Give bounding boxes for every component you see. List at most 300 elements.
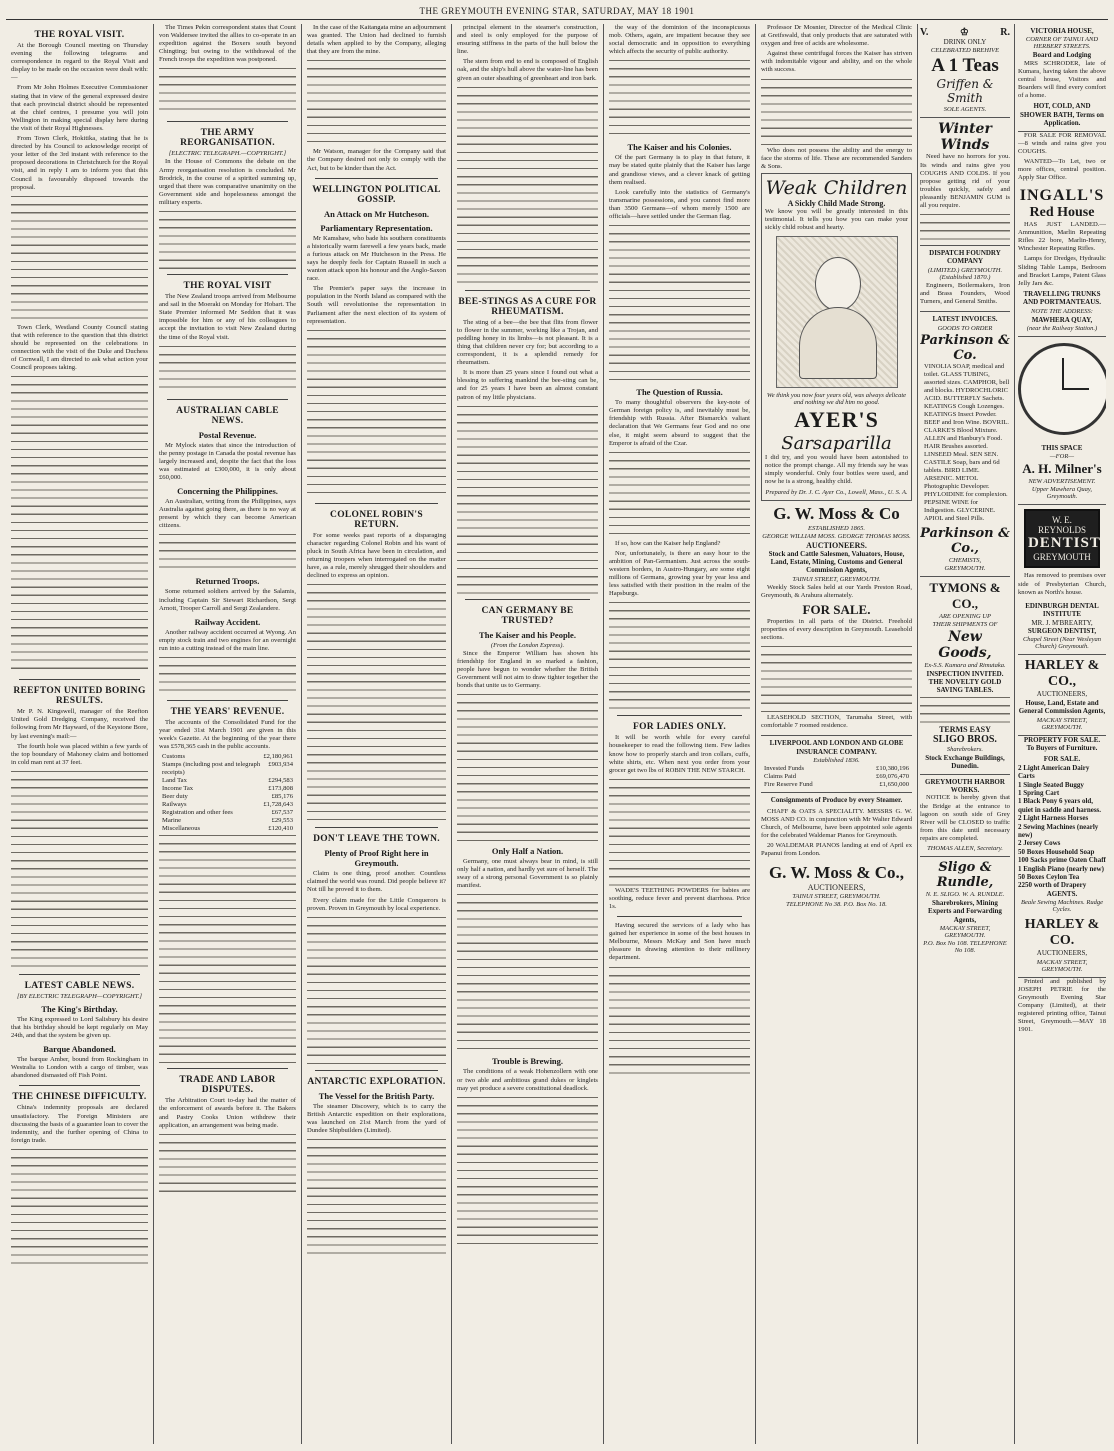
chemists: CHEMISTS,	[948, 556, 982, 564]
latest-invoices: LATEST INVOICES.	[932, 315, 998, 324]
po-box: P.O. Box No 108. TELEPHONE No 108.	[923, 940, 1007, 955]
terms-easy: TERMS EASY	[939, 724, 991, 734]
sale-item: 1 Spring Cart	[1017, 789, 1060, 797]
ad-text: Weekly Stock Sales held at our Yards Preston Road, Greymouth, & Arahura alternately.	[761, 583, 912, 599]
sale-item: 2 Jersey Cows	[1017, 839, 1061, 848]
headline-years-revenue: THE YEARS' REVENUE.	[170, 707, 285, 717]
sole-agents: SOLE AGENTS.	[943, 106, 987, 114]
child-illustration	[776, 236, 898, 388]
subhead: The Kaiser and his Colonies.	[627, 142, 732, 153]
column-7	[918, 24, 1108, 1444]
article-paragraph: In the case of the Kaitangata mine an adjournment was granted. The Union had declined to furnish details when applied to by the Company, alleging that they are from the mine.	[307, 24, 446, 56]
ad-text: NOTICE is hereby given that the Bridge at the entrance to lagoon on south side of Grey River will be CLOSED to traffic from this date until necessary repairs are completed.	[920, 794, 1010, 842]
dentist-advertisement	[1024, 509, 1100, 568]
ledger-row	[159, 753, 296, 761]
divider	[167, 399, 288, 400]
divider	[465, 599, 590, 600]
headline-bee-stings: BEE-STINGS AS A CURE FOR RHEUMATISM.	[458, 296, 597, 317]
text-filler	[159, 833, 296, 1063]
article-paragraph: Mr Mylock states that since the introduction of the penny postage in Canada the postal revenue has largely increased and, despite the fact that the loss was estimated at £300,000, it is only about £60,000.	[159, 441, 296, 481]
text-filler	[11, 769, 148, 969]
ad-text: We know you will be greatly interested in this testimonial. It tells you how you can make your sickly child robust and hearty.	[765, 207, 908, 232]
harley-name: HARLEY & CO.,	[1024, 658, 1100, 690]
harbor-works-notice	[920, 775, 1010, 857]
harley-address: MACKAY STREET, GREYMOUTH.	[1036, 716, 1088, 731]
board-lodging: Board and Lodging	[1032, 51, 1092, 60]
divider	[19, 974, 140, 975]
divider	[315, 503, 438, 504]
subhead: Railway Accident.	[194, 616, 261, 627]
insurance-amount: £10,380,196	[876, 765, 909, 773]
consignments-heading: Consignments of Produce by every Steamer.	[770, 796, 903, 805]
dispatch-foundry-advertisement	[920, 246, 1010, 312]
sligo-rundle-sub: N. E. SLIGO. W. A. RUNDLE.	[925, 890, 1005, 898]
mcbrearty: MR. J. M'BREARTY,	[1031, 618, 1093, 627]
text-filler	[307, 915, 446, 1065]
sale-item: 1 Single Seated Buggy	[1017, 780, 1084, 789]
ad-text: Engineers, Boilermakers, Iron and Brass Founders, Wood Turners, and General Smiths.	[920, 281, 1010, 306]
buyers-furniture: To Buyers of Furniture.	[1026, 743, 1098, 752]
text-filler	[457, 404, 598, 594]
novelty-tables: THE NOVELTY GOLD SAVING TABLES.	[928, 677, 1002, 695]
article-paragraph: The sting of a bee—the bee that flits from flower to flower in the summer, working like a Trojan, and peddling honey in its limbs—is not pleasant. It is a thing that children never cry for; but according to a correspondent, it is a splendid remedy for rheumatism.	[457, 318, 598, 367]
text-filler	[457, 85, 598, 285]
dentist-town: GREYMOUTH	[1033, 552, 1091, 563]
text-filler	[920, 212, 1010, 242]
article-paragraph: The King expressed to Lord Salisbury his desire that his birthday should be kept regularly on May 24th, and that the system be given up.	[11, 1015, 148, 1040]
tymons-advertisement	[920, 577, 1010, 775]
ledger-item: Railways	[162, 801, 187, 809]
ledger-item: Registration and other fees	[162, 809, 233, 817]
sale-item: 2 Light American Dairy Carts	[1017, 763, 1090, 781]
columns	[6, 24, 1108, 1444]
text-filler	[457, 692, 598, 842]
ledger-row	[159, 809, 296, 817]
ad-text: Has removed to premises over side of Presbyterian Church, known as North's house.	[1017, 572, 1106, 596]
article-paragraph: An Australian, writing from the Philippines, says Australia against going there, as there is no way at present by which they can become American citizens.	[159, 498, 296, 530]
for-sale-heading-2: FOR SALE.	[1043, 755, 1081, 764]
insurance-item: Fire Reserve Fund	[764, 781, 813, 789]
column-4	[452, 24, 604, 1444]
ledger-item: Beer duty	[162, 793, 188, 801]
text-filler	[761, 644, 912, 714]
agents-text: Beale Sewing Machines. Rudge Cycles.	[1021, 899, 1103, 914]
insurance-advertisement	[761, 736, 912, 793]
moss-address-2: TAINUI STREET, GREYMOUTH.	[792, 893, 881, 901]
article-paragraph: It will be worth while for every careful housekeeper to read the following item. Few ladies know how to properly starch and iron collars, cuffs, white shirts, etc. When next you order from your grocer get two lbs of ROBIN THE NEW STARCH.	[609, 734, 750, 774]
article-paragraph: Look carefully into the statistics of Germany's transmarine possessions, and you cannot find more than 3500 Germans—of whom merely 1500 are officials—have settled under the German flag.	[609, 188, 750, 221]
article-paragraph: The barque Amber, bound from Rockingham in Westralia to London with a cargo of timber, was abandoned dismasted off Fish Point.	[11, 1056, 148, 1080]
insurance-figures	[761, 765, 912, 789]
ledger-item: Marine	[162, 817, 182, 825]
milner-for: —FOR—	[1049, 453, 1075, 461]
article-paragraph: Town Clerk, Westland County Council stating that with reference to the question that this district should be represented on the celebrations in connection with the visit of the Duke and Duchess of Cornwall, I am directed to ask what action your Council proposes taking.	[11, 323, 148, 372]
goods-to-order: GOODS TO ORDER	[937, 324, 993, 332]
text-filler	[307, 582, 446, 822]
subhead: Postal Revenue.	[198, 429, 257, 440]
inspection-invited: INSPECTION INVITED.	[926, 669, 1004, 678]
divider	[315, 827, 438, 828]
ads-right	[1014, 24, 1106, 1444]
text-filler	[609, 58, 750, 138]
harley-name-2: HARLEY & CO.	[1024, 917, 1100, 949]
ad-text: Properties in all parts of the District. Freehold properties of every description in Greymouth. Leasehold sections.	[761, 617, 912, 642]
invoice-list: VINOLIA SOAP, medical and toilet. GLASS TUBING, assorted sizes. CAMPHOR, bell and blocks. HYDROCHLORIC ACID. BUTTERFLY Sachets. KEATINGS Cough Lozenges. KEATINGS Insect Powder. BEEF and Iron Wine. BOVRIL. CLARKE'S Blood Mixture. ALLEN and Hanbury's Food. HAIR Brushes assorted. LINSEED Meal. SEN SEN. CASTILE Soap, bars and 6d tablets. BIRD LIME. ARSENIC. METOL Photographic Developer. PHYLOIDINE for complexion. PEPSINE WINE for Indigestion. GLYCERINE. APIOL and Steel Pills.	[924, 362, 1010, 522]
ledger-item: Land Tax	[162, 777, 187, 785]
headline-germany-trusted: CAN GERMANY BE TRUSTED?	[481, 605, 574, 626]
headline-colonel-robin: COLONEL ROBIN'S RETURN.	[330, 509, 423, 530]
ledger-item: Miscellaneous	[162, 825, 201, 833]
subhead: Only Half a Nation.	[491, 846, 564, 857]
ads-left	[920, 24, 1010, 1444]
subhead: Trouble is Brewing.	[491, 1056, 564, 1067]
travelling-trunks: TRAVELLING TRUNKS AND PORTMANTEAUS.	[1023, 289, 1101, 307]
article-paragraph: At the Borough Council meeting on Thursday evening the following telegrams and correspondence in regard to the Royal Visit and display to be made on the occasion were dealt with:—	[11, 42, 148, 82]
ad-text: LEASEHOLD SECTION, Tarumaha Street, with comfortable 7 roomed residence.	[761, 714, 912, 730]
byline: [BY ELECTRIC TELEGRAPH—COPYRIGHT.]	[16, 992, 143, 1000]
ledger-row	[159, 817, 296, 825]
column-1	[6, 24, 154, 1444]
ledger-item: Customs	[162, 753, 186, 761]
subhead: The King's Birthday.	[41, 1003, 118, 1014]
sharebrokers: Sharebrokers, Mining Experts and Forwarding Agents,	[928, 898, 1002, 924]
child-face	[815, 257, 861, 311]
column-2	[154, 24, 302, 1444]
mawhera-sub: (near the Railway Station.)	[1026, 325, 1098, 333]
article-paragraph: Professor Dr Mosnier, Director of the Medical Clinic at Greifswald, that only products that are saturated with oxygen and free of acids are wholesome.	[761, 24, 912, 48]
ad-text: WANTED—To Let, two or more offices, central position. Apply Star Office.	[1017, 157, 1106, 181]
milner-name: A. H. Milner's	[1022, 461, 1102, 477]
for-sale-heading: FOR SALE.	[802, 601, 871, 617]
moss-auctioneers: AUCTIONEERS.	[806, 540, 867, 550]
moss-address: TAINUI STREET, GREYMOUTH.	[792, 575, 881, 583]
surgeon-address: Chapel Street (Near Wesleyan Church) Greymouth.	[1022, 636, 1101, 651]
column-6	[756, 24, 918, 1444]
harley-auctioneers-2: AUCTIONEERS,	[1036, 949, 1088, 958]
parkinson-advertisement	[920, 312, 1010, 576]
article-paragraph: For some weeks past reports of a disparaging character regarding Colonel Robin and his want of pluck in South Africa have been in circulation, and returning troopers when interrogated on the matter have, as a rule, merely shrugged their shoulders and declined to express an opinion.	[307, 531, 446, 580]
ayers-brand: AYER'S	[794, 407, 879, 433]
text-filler	[920, 695, 1010, 725]
ledger-row	[159, 801, 296, 809]
article-paragraph: The accounts of the Consolidated Fund for the year ended 31st March 1901 are given in this week's Gazette. At the beginning of the year there was £578,365 cash in the public accounts.	[159, 719, 296, 751]
article-paragraph: Claim is one thing, proof another. Countless claimed the world was round. Did people believe it? Not till he proved it to them.	[307, 870, 446, 894]
sale-item: 100 Sacks prime Oaten Chaff	[1017, 856, 1106, 865]
harley-address-2: MACKAY STREET, GREYMOUTH.	[1036, 958, 1088, 973]
moss-auctioneers-2: AUCTIONEERS,	[807, 883, 866, 893]
tymons-ex: Ex-S.S. Kumara and Rimutaka.	[924, 661, 1006, 669]
ledger-item: Income Tax	[162, 785, 194, 793]
text-filler	[609, 777, 750, 887]
article-paragraph: It is more than 25 years since I found out what a blessing to suffering mankind the bee-sting can be, and for 25 years I have been an almost constant patron of my little physicians.	[457, 369, 598, 401]
dentist-title: DENTIST	[1027, 535, 1101, 552]
divider	[19, 679, 140, 680]
text-filler	[761, 77, 912, 147]
headline-australian-cable: AUSTRALIAN CABLE NEWS.	[176, 405, 279, 426]
headline-antarctic: ANTARCTIC EXPLORATION.	[307, 1076, 446, 1087]
red-house: Red House	[1029, 205, 1095, 221]
headline-wellington-gossip: WELLINGTON POLITICAL GOSSIP.	[312, 184, 441, 205]
winter-winds-advertisement	[920, 118, 1010, 246]
article-paragraph: To many thoughtful observers the key-note of German foreign policy is, and inevitably must be, friendship with Russia. After Bismarck's valiant declaration that We Germans fear God and no one else, it might seem absurd to suggest that the Emperor is afraid of the Czar.	[609, 399, 750, 447]
sale-item: 1 English Piano (nearly new)	[1017, 864, 1104, 873]
parkinson-name: Parkinson & Co.	[920, 332, 1010, 363]
vr-letter-r: R.	[1000, 27, 1010, 38]
text-filler	[159, 209, 296, 269]
ad-text: FOR SALE FOR REMOVAL—8 winds and rains give you COUGHS.	[1017, 131, 1106, 155]
edinburgh-dental-advertisement	[1018, 599, 1106, 656]
subhead: Barque Abandoned.	[43, 1044, 116, 1055]
drink-only: DRINK ONLY	[943, 38, 987, 46]
clock-icon	[1018, 343, 1106, 435]
divider	[617, 916, 742, 917]
crown-icon: ♔	[959, 27, 969, 38]
ledger-amount: £173,808	[268, 785, 293, 793]
column-5	[604, 24, 756, 1444]
address-note: NOTE THE ADDRESS:	[1030, 307, 1093, 315]
ad-text: Lamps for Dredges, Hydraulic Sliding Table Lamps, Bedroom and Bracket Lamps, Patent Glass Jelly Jars &c.	[1017, 255, 1106, 287]
divider	[167, 121, 288, 122]
article-paragraph: Germany, one must always bear in mind, is still only half a nation, and hardly yet sure of herself. The sway of a strong personal Government is so plainly manifest.	[457, 858, 598, 890]
victoria-house: VICTORIA HOUSE,	[1030, 27, 1094, 35]
divider	[465, 290, 590, 291]
sale-item: 1 Black Pony 6 years old, quiet in saddle and harness.	[1017, 797, 1102, 814]
sligo-rundle-advertisement	[920, 857, 1010, 958]
subhead: The Kaiser and his People.	[479, 629, 576, 640]
text-filler	[609, 223, 750, 383]
parkinson-name-2: Parkinson & Co.,	[920, 525, 1010, 556]
article-paragraph: The fourth hole was placed within a few yards of the top boundary of Mahoney claim and bottomed in cold man rent at 37 feet.	[11, 742, 148, 766]
article-paragraph: Since the Emperor William has shown his friendship for England in so marked a fashion, people have begun to wonder whether the British Government will not aim to draw tighter together the bonds that unite us to Germany.	[457, 649, 598, 689]
text-filler	[159, 1132, 296, 1192]
greymouth: GREYMOUTH.	[944, 564, 986, 572]
text-filler	[159, 655, 296, 695]
ingalls-advertisement	[1018, 184, 1106, 337]
subhead: Concerning the Philippines.	[177, 486, 278, 497]
dentist-name: W. E. REYNOLDS	[1037, 515, 1086, 536]
ad-text: CHAFF & OATS A SPECIALITY. MESSRS G. W. MOSS AND CO. in conjunction with Mr Walter Edward Church, of Melbourne, have been appointed sole agents for the celebrated Waldemar Pianos for Greymouth.	[761, 807, 912, 839]
byline: (From the London Express).	[490, 641, 565, 649]
subhead: Parliamentary Representation.	[320, 222, 433, 233]
byline: [ELECTRIC TELEGRAPH.—COPYRIGHT.]	[168, 150, 287, 158]
headline-chinese-difficulty: THE CHINESE DIFFICULTY.	[12, 1092, 147, 1103]
teas-advertisement	[920, 24, 1010, 118]
mackay-street: MACKAY STREET, GREYMOUTH.	[939, 925, 991, 940]
divider	[315, 178, 438, 179]
text-filler	[159, 344, 296, 394]
ledger-amount: £294,583	[268, 777, 293, 785]
tymons-name: TYMONS & CO.,	[929, 579, 1001, 611]
ledger-amount: £85,176	[271, 793, 293, 801]
article-paragraph: The conditions of a weak Hohenzollern with one or two able and ambitious grand dukes or kinglets may yet produce a severe constitutional deadlock.	[457, 1068, 598, 1092]
ledger-row	[159, 777, 296, 785]
insurance-heading: LIVERPOOL AND LONDON AND GLOBE INSURANCE COMPANY.	[769, 739, 904, 756]
text-filler	[11, 194, 148, 324]
headline-for-ladies: FOR LADIES ONLY.	[632, 722, 727, 733]
vr-letter-v: V.	[920, 27, 929, 38]
ad-text: MRS SCHRODER, late of Kumara, having taken the above central house, Visitors and Boarders will find every comfort of a home.	[1017, 59, 1106, 100]
headline-trade-labor: TRADE AND LABOR DISPUTES.	[179, 1075, 276, 1096]
revenue-ledger	[159, 753, 296, 833]
sale-item: 50 Boxes Household Soap	[1017, 847, 1095, 856]
insurance-row	[761, 765, 912, 773]
article-paragraph: The Arbitration Court to-day had the matter of the enforcement of awards before it. The Bakers and Pastry Cooks Union withdrew their application, an arrangement was being made.	[159, 1097, 296, 1129]
article-paragraph: The stern from end to end is composed of English oak, and the ship's hull above the water-line has been given an outer sheathing of greenheart and iron bark.	[457, 58, 598, 82]
article-paragraph: Mr P. N. Kingswell, manager of the Reefton United Gold Dredging Company, received the following from Mr Hayward, of the Keystone Bore, by last evening's mail:—	[11, 708, 148, 740]
this-space: THIS SPACE	[1041, 444, 1083, 453]
article-paragraph: In the House of Commons the debate on the Army reorganisation resolution is concluded. Mr Brodrick, in the course of a spirited summing up, urged that there was comparative unanimity on the Government side and hopelessness amongst the military experts.	[159, 158, 296, 206]
headline-latest-cable: LATEST CABLE NEWS.	[24, 980, 135, 991]
vr-monogram	[920, 27, 1010, 38]
ledger-amount: £903,934	[268, 761, 293, 769]
moss-partners: GEORGE WILLIAM MOSS. GEORGE THOMAS MOSS.	[762, 532, 911, 540]
sligo-exchange: Stock Exchange Buildings, Dunedin.	[925, 753, 1005, 771]
insurance-established: Established 1836.	[813, 757, 860, 765]
masthead: THE GREYMOUTH EVENING STAR, SATURDAY, MAY 18 1901	[6, 4, 1108, 20]
divider	[315, 1070, 438, 1071]
article-paragraph: China's indemnity proposals are declared unsatisfactory. The Foreign Ministers are discussing the basis of a guarantee loan to cover the indemnity, and the further opening of China to foreign trade.	[11, 1104, 148, 1144]
insurance-item: Claims Paid	[764, 773, 797, 781]
headline-reefton-boring: REEFTON UNITED BORING RESULTS.	[13, 686, 146, 707]
insurance-amount: £1,650,000	[879, 781, 909, 789]
weak-children-title: Weak Children	[765, 176, 908, 199]
article-paragraph: Every claim made for the Little Conquerors is proven. Proven in Greymouth by local experience.	[307, 896, 446, 912]
text-filler	[609, 450, 750, 540]
article-paragraph: Some returned soldiers arrived by the Salamis, including Captain Sir Stewart Richardson, Sergt Arnott, Trooper Carroll and Sergt Zealandere.	[159, 588, 296, 612]
text-filler	[11, 374, 148, 674]
mawhera-quay: MAWHERA QUAY,	[1031, 315, 1093, 324]
harley-advertisement-2	[1018, 914, 1106, 977]
ingalls-name: INGALL'S	[1019, 187, 1105, 205]
ayers-advertisement	[761, 173, 912, 501]
harley-advertisement	[1018, 655, 1106, 735]
sale-items	[1018, 764, 1106, 890]
text-filler	[457, 1095, 598, 1245]
article-paragraph: principal element in the steamer's construction, and steel is only employed for the purpose of ensuring stiffness in the parts of the hull below the line.	[457, 24, 598, 56]
moss-name-2: G. W. Moss & Co.,	[768, 863, 905, 883]
article-paragraph: Against these centrifugal forces the Kaiser has striven with indomitable vigour and ability, and on the whole with success.	[761, 50, 912, 74]
subhead: Returned Troops.	[195, 576, 260, 587]
imprint: Printed and published by JOSEPH PETRIE for the Greymouth Evening Star Company (Limited), at their registered printing office, Tainui Street, Greymouth.—MAY 18 1901.	[1017, 977, 1106, 1034]
subhead: An Attack on Mr Hutcheson.	[324, 208, 429, 219]
divider	[167, 274, 288, 275]
subhead: Plenty of Proof Right here in Greymouth.	[324, 848, 429, 869]
text-filler	[159, 66, 296, 116]
tymons-sub: ARE OPENING UP	[938, 612, 991, 620]
harley-sub: House, Land, Estate and General Commission Agents,	[1018, 698, 1106, 716]
article-paragraph: The Times Pekin correspondent states that Count von Waldersee invited the allies to co-operate in an expedition against the Boxers south beyond Chingting; but owing to the withdrawal of the French troops the expedition was postponed.	[159, 24, 296, 64]
article-paragraph: Of the part Germany is to play in that future, it may be stated quite plainly that the Kaiser has large and grandiose views, and a clever knack of getting them realised.	[609, 154, 750, 186]
divider	[167, 700, 288, 701]
milner-new-ad: NEW ADVERTISEMENT.	[1028, 478, 1096, 486]
moss-agents: Stock and Cattle Salesmen, Valuators, House, Land, Estate, Mining, Customs and General Commission Agents,	[768, 549, 905, 575]
ledger-amount: £1,728,643	[263, 801, 293, 809]
victoria-house-advertisement	[1018, 24, 1106, 132]
moss-advertisement	[761, 501, 912, 737]
text-filler	[159, 532, 296, 572]
ledger-item: Stamps (including post and telegraph receipts)	[162, 761, 261, 777]
divider	[617, 715, 742, 716]
ledger-amount: £120,410	[268, 825, 293, 833]
text-filler	[457, 892, 598, 1052]
victoria-address: CORNER OF TAINUI AND HERBERT STREETS.	[1025, 36, 1099, 51]
insurance-item: Invested Funds	[764, 765, 805, 773]
harley-auctioneers: AUCTIONEERS,	[1036, 690, 1088, 699]
sligo-sub: Sharebrokers.	[946, 745, 984, 753]
ad-text: 20 WALDEMAR PIANOS landing at end of April ex Papanui from London.	[761, 841, 912, 858]
article-paragraph: WADE'S TEETHING POWDERS for babies are soothing, reduce fever and prevent diarrhoea. Price 1s.	[609, 886, 750, 910]
tymons-shipments: THEIR SHIPMENTS OF	[932, 620, 998, 628]
text-filler	[609, 600, 750, 710]
moss-advertisement-2	[761, 860, 912, 912]
divider	[19, 1085, 140, 1086]
article-paragraph: Nor, unfortunately, is there an easy hour to the ambition of Pan-Germanism. Just across the south-western borders, in Austro-Hungary, are some eight millions of Germans, growing year by year less and less satisfied with their position in the realm of the Hapsburgs.	[609, 549, 750, 598]
sarsaparilla-title: Sarsaparilla	[781, 433, 892, 455]
dispatch-sub: (LIMITED.) GREYMOUTH. (Established 1870.)	[927, 266, 1003, 281]
celebrated: CELEBRATED BREHIVE	[930, 47, 1000, 55]
sligo-bros: SLIGO BROS.	[933, 733, 997, 745]
article-paragraph: Another railway accident occurred at Wyong. An empty stock train and two engines for an overnight run into a cutting instead of the main line.	[159, 628, 296, 652]
milner-address: Upper Mawhera Quay, Greymouth.	[1031, 486, 1093, 501]
article-paragraph: The Premier's paper says the increase in population in the North Island as compared with the South will revolutionise the representation in Parliament after the next election of its system of representation.	[307, 285, 446, 325]
article-paragraph: Mr Kamshaw, who bade his southern constituents a historically warm farewell a few years back, made a furious attack on Mr Hutcheson in the Press. He says he deeply feels for Captain Russell in such a wanton attack upon his honour and the Anglo-Saxon race.	[307, 234, 446, 283]
weak-children-sub: A Sickly Child Made Strong.	[787, 198, 886, 208]
text-filler	[307, 58, 446, 148]
text-filler	[307, 328, 446, 498]
article-paragraph: From Mr John Holmes Executive Commissioner stating that in view of the general expressed desire that each provincial district should be represented at the chief centres, I presume you will join Wellington in making special display here during the visit of their Royal Highnesses.	[11, 84, 148, 132]
subhead: The Vessel for the British Party.	[318, 1090, 435, 1101]
article-paragraph: If so, how can the Kaiser help England?	[615, 539, 721, 547]
property-for-sale: PROPERTY FOR SALE.	[1023, 735, 1101, 744]
moss-name: G. W. Moss & Co	[773, 503, 900, 523]
article-paragraph: the way of the dominion of the inconspicuous mob. Others, again, are impatient because they see social democratic and in opposition to everything which affects the security of public authority.	[609, 24, 750, 56]
ledger-amount: £67,537	[271, 809, 293, 817]
moss-telephone: TELEPHONE No 38. P.O. Box No. 18.	[786, 901, 887, 909]
ledger-row	[159, 825, 296, 833]
article-paragraph: Having secured the services of a lady who has gained her experience in some of the best houses in Melbourne, Messrs McKay and Son have much pleasure in drawing attention to their millinery department.	[609, 922, 750, 962]
headline-dont-leave: DON'T LEAVE THE TOWN.	[313, 834, 440, 845]
subhead: The Question of Russia.	[636, 387, 723, 398]
ledger-row	[159, 785, 296, 793]
moss-established: ESTABLISHED 1865.	[808, 524, 865, 532]
divider	[167, 1068, 288, 1069]
illustration-caption: We think you now four years old, was always delicate and nothing we did him no good.	[766, 392, 907, 407]
ad-text: I did try, and you would have been astonished to notice the prompt change. All my friends say he was simply wonderful. Only four bottles were used, and now he is a strong, healthy child.	[765, 454, 908, 486]
agents-heading: AGENTS.	[1046, 889, 1078, 898]
ad-text: Need have no horrors for you. Its winds and rains give you COUGHS AND COLDS. If you propose getting rid of your troubles quickly, safely and pleasantly BENJAMIN GUM is all you require.	[920, 153, 1010, 209]
headline-royal-visit-2: THE ROYAL VISIT	[183, 281, 272, 292]
sale-item: 50 Boxes Ceylon Tea	[1017, 873, 1080, 882]
a1-teas: A 1 Teas	[931, 55, 999, 77]
surgeon-dentist: SURGEON DENTIST,	[1027, 626, 1097, 635]
dispatch-title: DISPATCH FOUNDRY COMPANY	[929, 249, 1001, 266]
secretary: THOMAS ALLEN, Secretary.	[927, 844, 1003, 852]
insurance-row	[761, 773, 912, 781]
ledger-amount: £2,180,961	[263, 753, 293, 761]
child-body	[799, 307, 877, 379]
article-paragraph: The New Zealand troops arrived from Melbourne and sail in the Moeraki on Monday for Hobart. The State Premier informed Mr Seddon that it was impossible for him or any of his colleagues to accept the invitation to visit New Zealand during the time of the Royal visit.	[159, 293, 296, 341]
text-filler	[609, 965, 750, 1075]
text-filler	[11, 1147, 148, 1267]
edinburgh-heading: EDINBURGH DENTAL INSTITUTE	[1025, 601, 1099, 619]
sale-item: 2 Sewing Machines (nearly new)	[1017, 822, 1099, 840]
winter-winds-title: Winter Winds	[938, 121, 992, 154]
article-paragraph: Who does not possess the ability and the energy to face the storms of life. These are recommended Sanders & Sons.	[761, 146, 912, 170]
headline-army: THE ARMY REORGANISATION.	[180, 128, 275, 149]
article-paragraph: The steamer Discovery, which is to carry the British Antarctic expedition on their explorations, was launched on 21st March from the yard of Dundee Shipbuilders (Limited).	[307, 1102, 446, 1134]
milner-advertisement	[1018, 441, 1106, 505]
sale-item: 2 Light Harness Horses	[1017, 814, 1089, 823]
